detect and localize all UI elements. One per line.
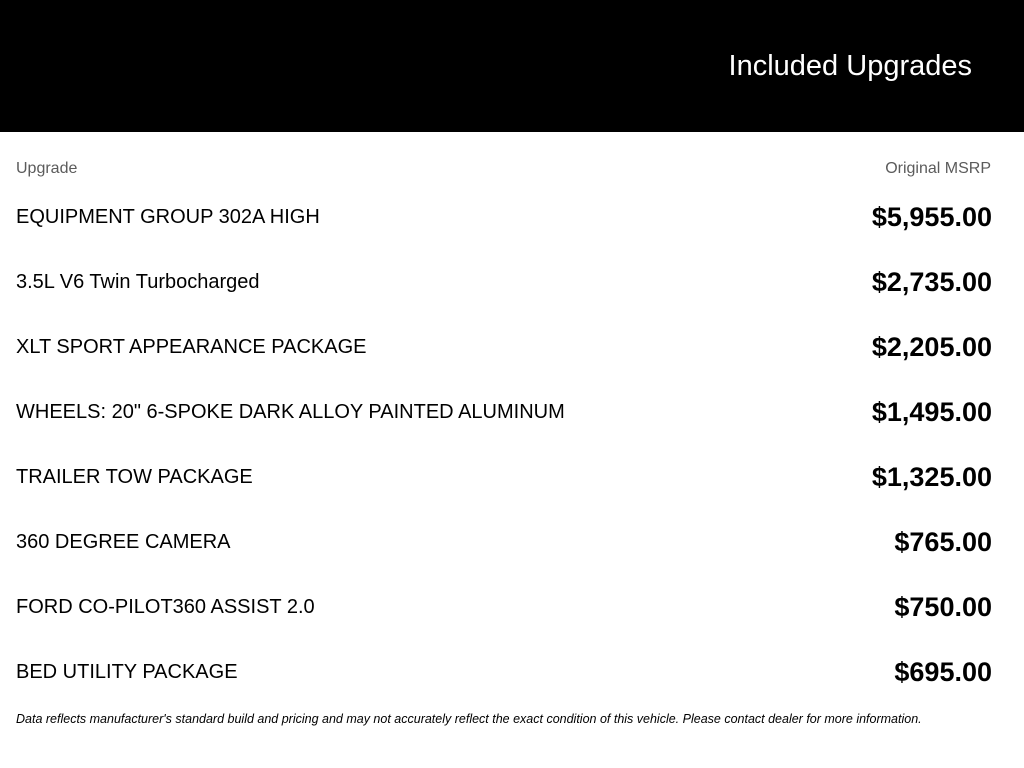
upgrade-price: $5,955.00 <box>871 202 992 232</box>
upgrade-name: FORD CO-PILOT360 ASSIST 2.0 <box>16 596 315 618</box>
upgrade-price: $695.00 <box>894 657 992 687</box>
upgrade-row <box>16 640 992 705</box>
upgrade-name: BED UTILITY PACKAGE <box>16 661 238 683</box>
upgrade-name: EQUIPMENT GROUP 302A HIGH <box>16 206 320 228</box>
upgrade-row <box>16 315 992 380</box>
upgrade-name: XLT SPORT APPEARANCE PACKAGE <box>16 336 367 358</box>
header-banner <box>0 0 1024 132</box>
upgrade-row <box>16 445 992 510</box>
upgrade-name: TRAILER TOW PACKAGE <box>16 466 253 488</box>
page-title: Included Upgrades <box>728 50 972 82</box>
upgrade-row <box>16 185 992 250</box>
disclaimer-text: Data reflects manufacturer's standard build and pricing and may not accurately reflect the exact condition of this vehicle. Please contact dealer for more information. <box>16 712 922 726</box>
upgrade-price: $2,735.00 <box>871 267 992 297</box>
upgrades-list <box>16 185 992 705</box>
upgrade-row <box>16 250 992 315</box>
upgrade-row <box>16 575 992 640</box>
upgrade-price: $2,205.00 <box>871 332 992 362</box>
upgrade-name: 360 DEGREE CAMERA <box>16 531 231 553</box>
upgrade-name: 3.5L V6 Twin Turbocharged <box>16 271 260 293</box>
upgrade-row <box>16 510 992 575</box>
upgrade-price: $765.00 <box>894 527 992 557</box>
upgrade-row <box>16 380 992 445</box>
upgrade-name: WHEELS: 20" 6-SPOKE DARK ALLOY PAINTED ALUMINUM <box>16 401 565 423</box>
column-headers <box>16 160 991 180</box>
upgrade-column-header: Upgrade <box>16 160 78 177</box>
upgrade-price: $1,325.00 <box>871 462 992 492</box>
upgrade-price: $1,495.00 <box>871 397 992 427</box>
upgrade-price: $750.00 <box>894 592 992 622</box>
msrp-column-header: Original MSRP <box>885 160 991 177</box>
